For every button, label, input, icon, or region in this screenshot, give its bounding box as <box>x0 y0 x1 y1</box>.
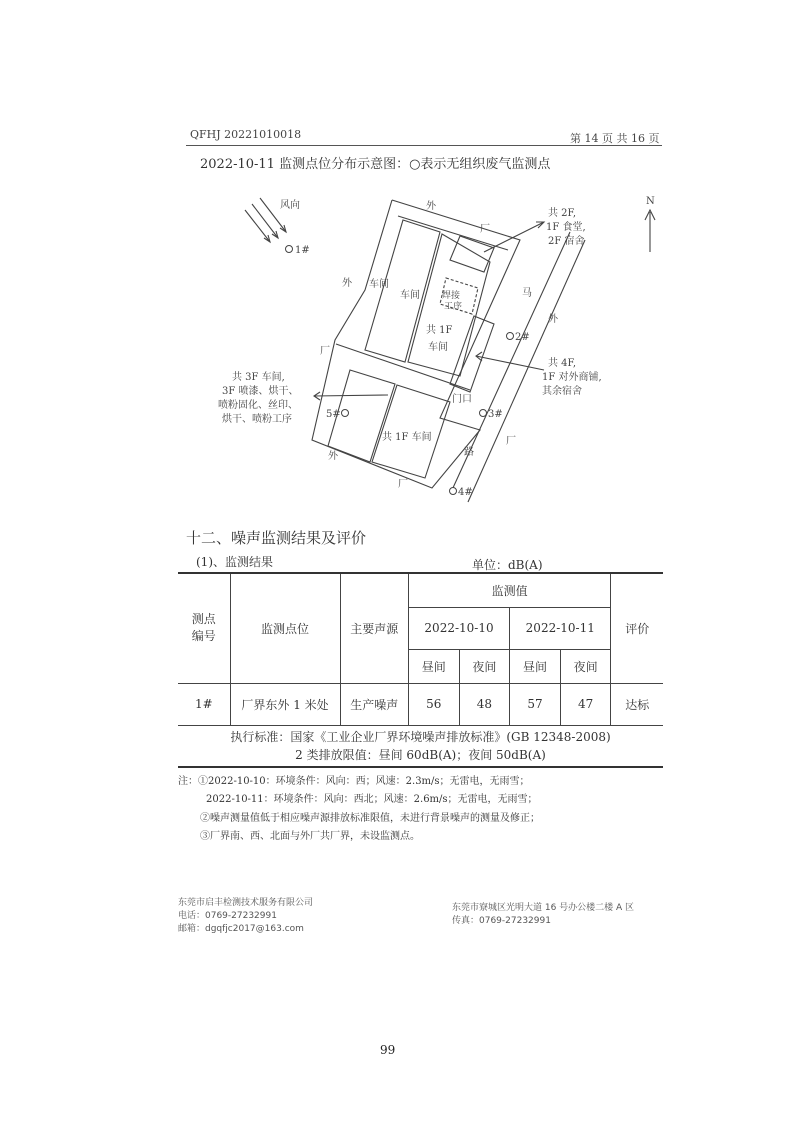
label-chang-left: 厂 <box>320 346 330 357</box>
cell-location: 厂界东外 1 米处 <box>230 683 340 725</box>
point-3-label: 3# <box>488 409 503 420</box>
label-workshop-mid: 车间 <box>400 290 420 301</box>
note-3: ②噪声测量值低于相应噪声源排放标准限值，未进行背景噪声的测量及修正； <box>200 813 540 824</box>
label-workshop-mid2: 车间 <box>428 342 448 353</box>
table-row <box>178 683 663 725</box>
map-title-date: 2022-10-11 监测点位分布示意图： <box>200 157 410 172</box>
point-3-marker <box>480 410 487 417</box>
label-wai-top: 外 <box>426 201 436 212</box>
header-d1-day: 昼间 <box>408 649 459 683</box>
section-title: 十二、噪声监测结果及评价 <box>186 529 367 547</box>
point-1-marker <box>286 246 293 253</box>
west-note-4: 烘干、喷粉工序 <box>222 414 292 425</box>
label-wai-right: 外 <box>548 314 558 325</box>
map-legend: ○表示无组织废气监测点 <box>409 157 551 172</box>
note-2: 2022-10-11：环境条件：风向：西北；风速：2.6m/s；无雷电，无雨雪； <box>206 794 538 805</box>
wind-label: 风向 <box>280 200 300 211</box>
note-1: 注：①2022-10-10：环境条件：风向：西；风速：2.3m/s；无雷电，无雨雪； <box>178 776 530 787</box>
header-value: 监测值 <box>408 573 611 607</box>
point-5-label: 5# <box>326 409 341 420</box>
point-4-marker <box>450 488 457 495</box>
standard-line-1: 执行标准：国家《工业企业厂界环境噪声排放标准》(GB 12348-2008) <box>230 729 611 744</box>
point-1-label: 1# <box>295 245 310 256</box>
point-4-label: 4# <box>458 487 473 498</box>
canteen-note-2: 1F 食堂, <box>546 222 586 233</box>
cell-d1-night: 48 <box>459 683 510 725</box>
cell-point-no: 1# <box>178 683 230 725</box>
point-2-marker <box>507 333 514 340</box>
cell-eval: 达标 <box>611 683 663 725</box>
cell-source: 生产噪声 <box>340 683 408 725</box>
unit-label: 单位：dB(A) <box>472 558 543 572</box>
header-d2-night: 夜间 <box>560 649 611 683</box>
canteen-note-1: 共 2F, <box>548 208 577 219</box>
footer-fax: 传真：0769-27232991 <box>452 916 551 926</box>
footer-address: 东莞市寮城区光明大道 16 号办公楼二楼 A 区 <box>452 903 635 913</box>
site-map <box>0 0 794 520</box>
label-chang-right: 厂 <box>506 436 516 447</box>
shop-note-2: 1F 对外商铺, <box>542 372 602 383</box>
header-location: 监测点位 <box>230 573 340 683</box>
label-ma: 马 <box>522 288 532 299</box>
header-d2-day: 昼间 <box>510 649 561 683</box>
label-hanjie-1: 焊接 <box>442 291 461 301</box>
standard-line-2: 2 类排放限值：昼间 60dB(A)；夜间 50dB(A) <box>295 747 546 762</box>
standard-row <box>178 725 663 767</box>
label-chang-bottom: 厂 <box>398 479 408 490</box>
header-d1-night: 夜间 <box>459 649 510 683</box>
point-5-marker <box>342 410 349 417</box>
west-note-1: 共 3F 车间, <box>232 372 285 383</box>
label-gong-1f: 共 1F <box>426 325 453 336</box>
label-gate: 门口 <box>452 394 472 405</box>
section-subtitle: (1)、监测结果 <box>196 555 273 569</box>
header-point-no: 测点 编号 <box>178 573 230 683</box>
canteen-note-3: 2F 宿舍 <box>548 236 585 247</box>
cell-d2-night: 47 <box>560 683 611 725</box>
page-number: 99 <box>380 1043 396 1057</box>
header-date-2: 2022-10-11 <box>510 607 611 649</box>
label-chang-top: 厂 <box>480 224 490 235</box>
footer-phone: 电话：0769-27232991 <box>178 911 277 921</box>
label-lu: 路 <box>464 447 474 458</box>
label-wai-left: 外 <box>342 278 352 289</box>
north-label: N <box>646 196 655 207</box>
header-source: 主要声源 <box>340 573 408 683</box>
label-gong-1f-bottom: 共 1F 车间 <box>382 432 432 443</box>
shop-note-1: 共 4F, <box>548 358 577 369</box>
report-number: QFHJ 20221010018 <box>190 128 302 141</box>
point-2-label: 2# <box>515 332 530 343</box>
shop-note-3: 其余宿舍 <box>542 386 582 397</box>
note-4: ③厂界南、西、北面与外厂共厂界，未设监测点。 <box>200 831 420 842</box>
label-hanjie-2: 工序 <box>444 302 463 312</box>
west-note-2: 3F 喷漆、烘干、 <box>222 386 299 397</box>
cell-d1-day: 56 <box>408 683 459 725</box>
cell-d2-day: 57 <box>510 683 561 725</box>
page-info: 第 14 页 共 16 页 <box>570 132 660 145</box>
header-eval: 评价 <box>611 573 663 683</box>
label-workshop-left: 车间 <box>369 279 389 290</box>
noise-results-table <box>178 572 663 768</box>
west-note-3: 喷粉固化、丝印、 <box>218 400 298 411</box>
header-date-1: 2022-10-10 <box>408 607 509 649</box>
label-wai-bottom: 外 <box>328 451 338 462</box>
footer-company: 东莞市启丰检测技术服务有限公司 <box>178 898 314 908</box>
footer-email: 邮箱：dgqfjc2017@163.com <box>178 924 304 934</box>
